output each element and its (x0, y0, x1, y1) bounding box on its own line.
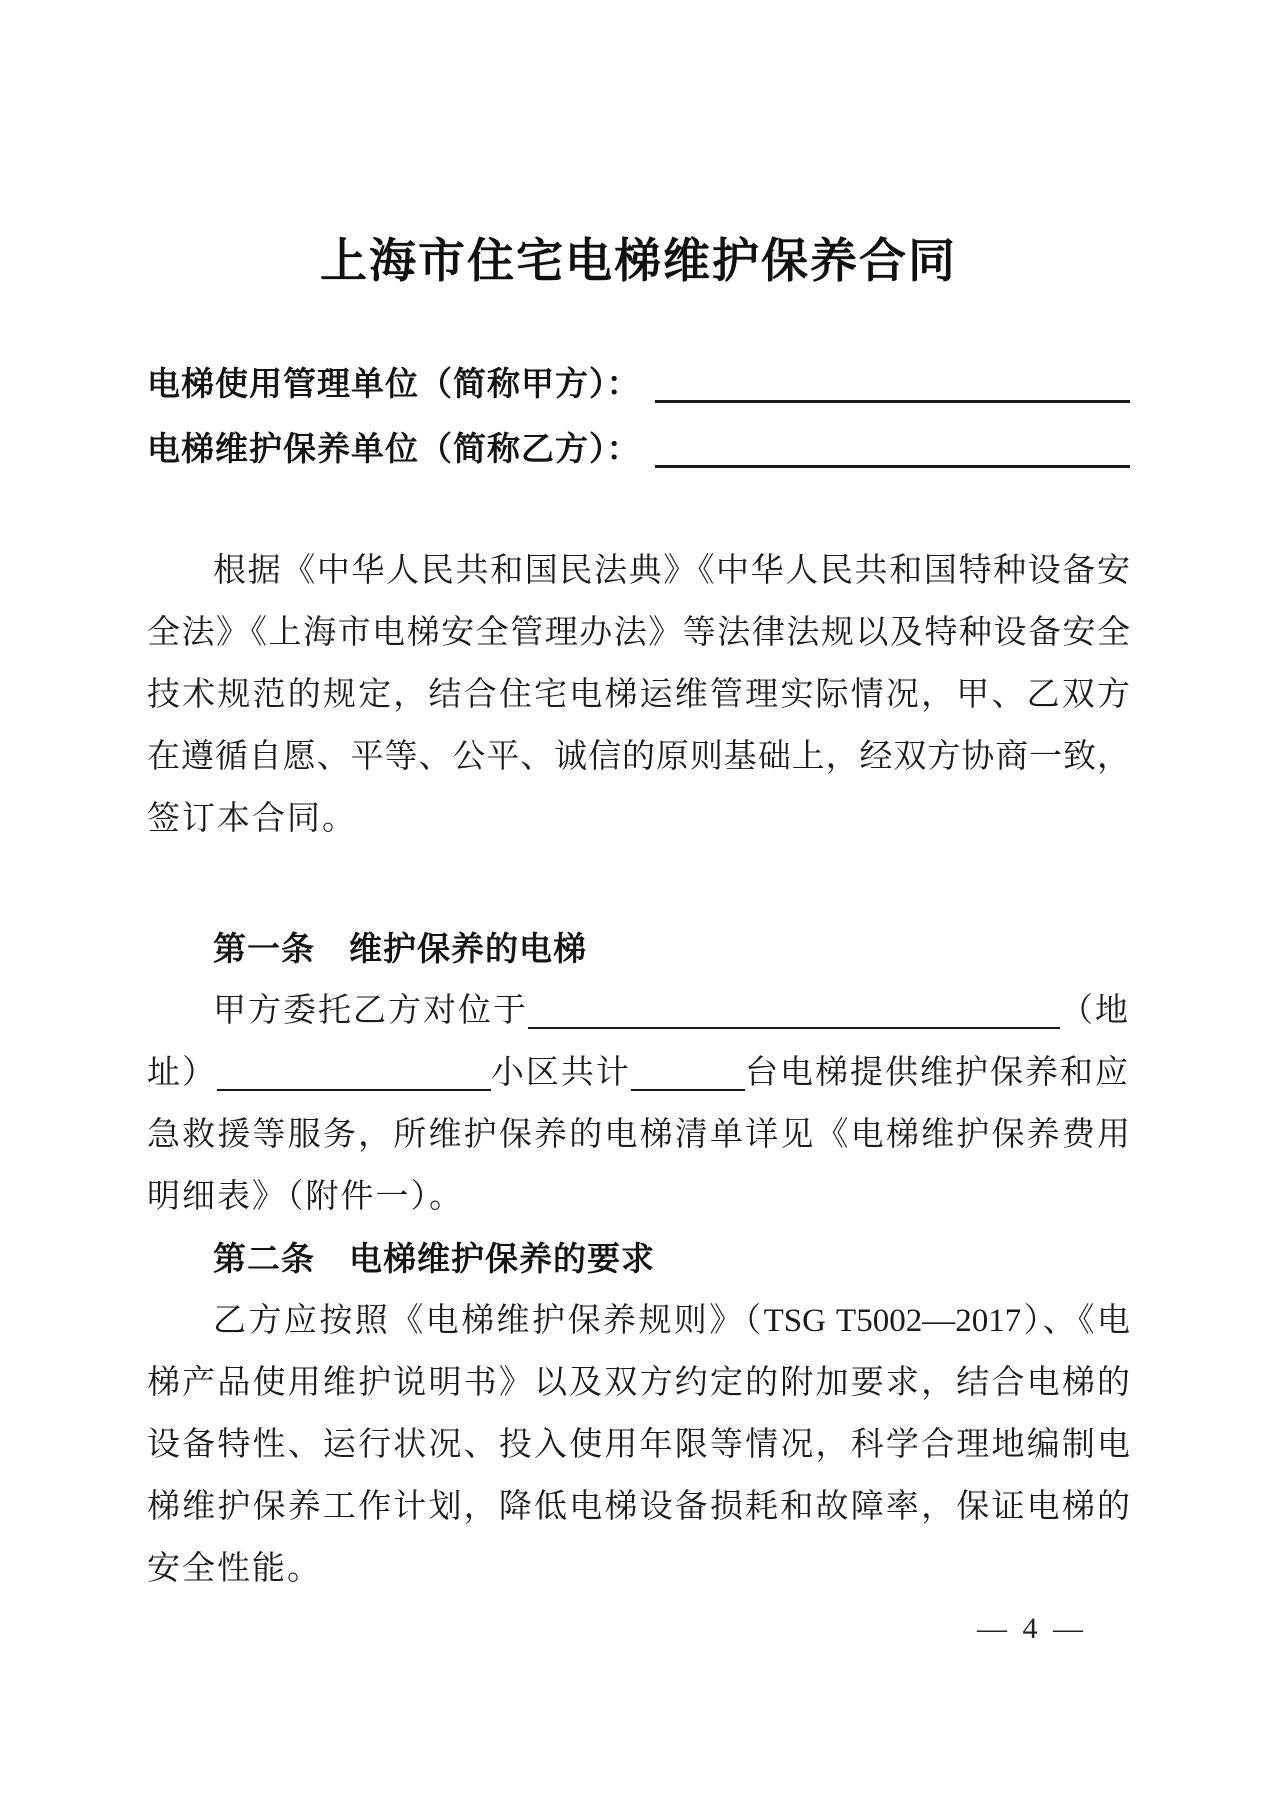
party-b-label: 电梯维护保养单位（简称乙方）： (147, 430, 641, 467)
preamble-line: 全法》《上海市电梯安全管理办法》等法律法规以及特种设备安全 (147, 615, 1130, 651)
preamble-line: 技术规范的规定，结合住宅电梯运维管理实际情况，甲、乙双方 (147, 677, 1130, 713)
party-b-row (147, 416, 1130, 481)
article-1-line: 急救援等服务，所维护保养的电梯清单详见《电梯维护保养费用 (147, 1117, 1130, 1153)
article-1-fill-line-1 (147, 980, 1130, 1042)
elevator-count-blank-line (631, 1042, 745, 1091)
article-2-line: 乙方应按照《电梯维护保养规则》（TSG T5002—2017）、《电 (213, 1303, 1130, 1339)
document-title: 上海市住宅电梯维护保养合同 (320, 236, 957, 288)
preamble-line: 签订本合同。 (147, 801, 357, 837)
party-a-label: 电梯使用管理单位（简称甲方）： (147, 365, 641, 402)
party-b-blank-line (655, 416, 1131, 468)
address-blank-line (528, 980, 1060, 1029)
fill-line2-text: 台电梯提供维护保养和应 (745, 1055, 1130, 1091)
article-2-line: 设备特性、运行状况、投入使用年限等情况，科学合理地编制电 (147, 1427, 1130, 1463)
article-2-heading: 第二条 电梯维护保养的要求 (213, 1240, 655, 1277)
preamble-line: 在遵循自愿、平等、公平、诚信的原则基础上，经双方协商一致， (147, 739, 1130, 775)
page-number: — 4 — (977, 1612, 1087, 1645)
fill-line2-text: 址） (147, 1055, 217, 1091)
fill-line1-text: （地 (1060, 993, 1130, 1029)
article-2-line: 梯产品使用维护说明书》以及双方约定的附加要求，结合电梯的 (147, 1365, 1130, 1401)
party-a-blank-line (655, 351, 1131, 403)
article-2-line: 安全性能。 (147, 1551, 322, 1587)
article-2-line: 梯维护保养工作计划，降低电梯设备损耗和故障率，保证电梯的 (147, 1489, 1130, 1525)
article-1-heading: 第一条 维护保养的电梯 (213, 930, 587, 967)
community-blank-line (217, 1042, 491, 1091)
article-1-line: 明细表》（附件一）。 (147, 1179, 464, 1215)
preamble-line: 根据《中华人民共和国民法典》《中华人民共和国特种设备安 (213, 553, 1130, 589)
party-a-row (147, 351, 1130, 416)
fill-line2-text: 小区共计 (490, 1055, 631, 1091)
article-1-fill-line-2 (147, 1042, 1130, 1104)
fill-line1-text: 甲方委托乙方对位于 (213, 993, 528, 1029)
